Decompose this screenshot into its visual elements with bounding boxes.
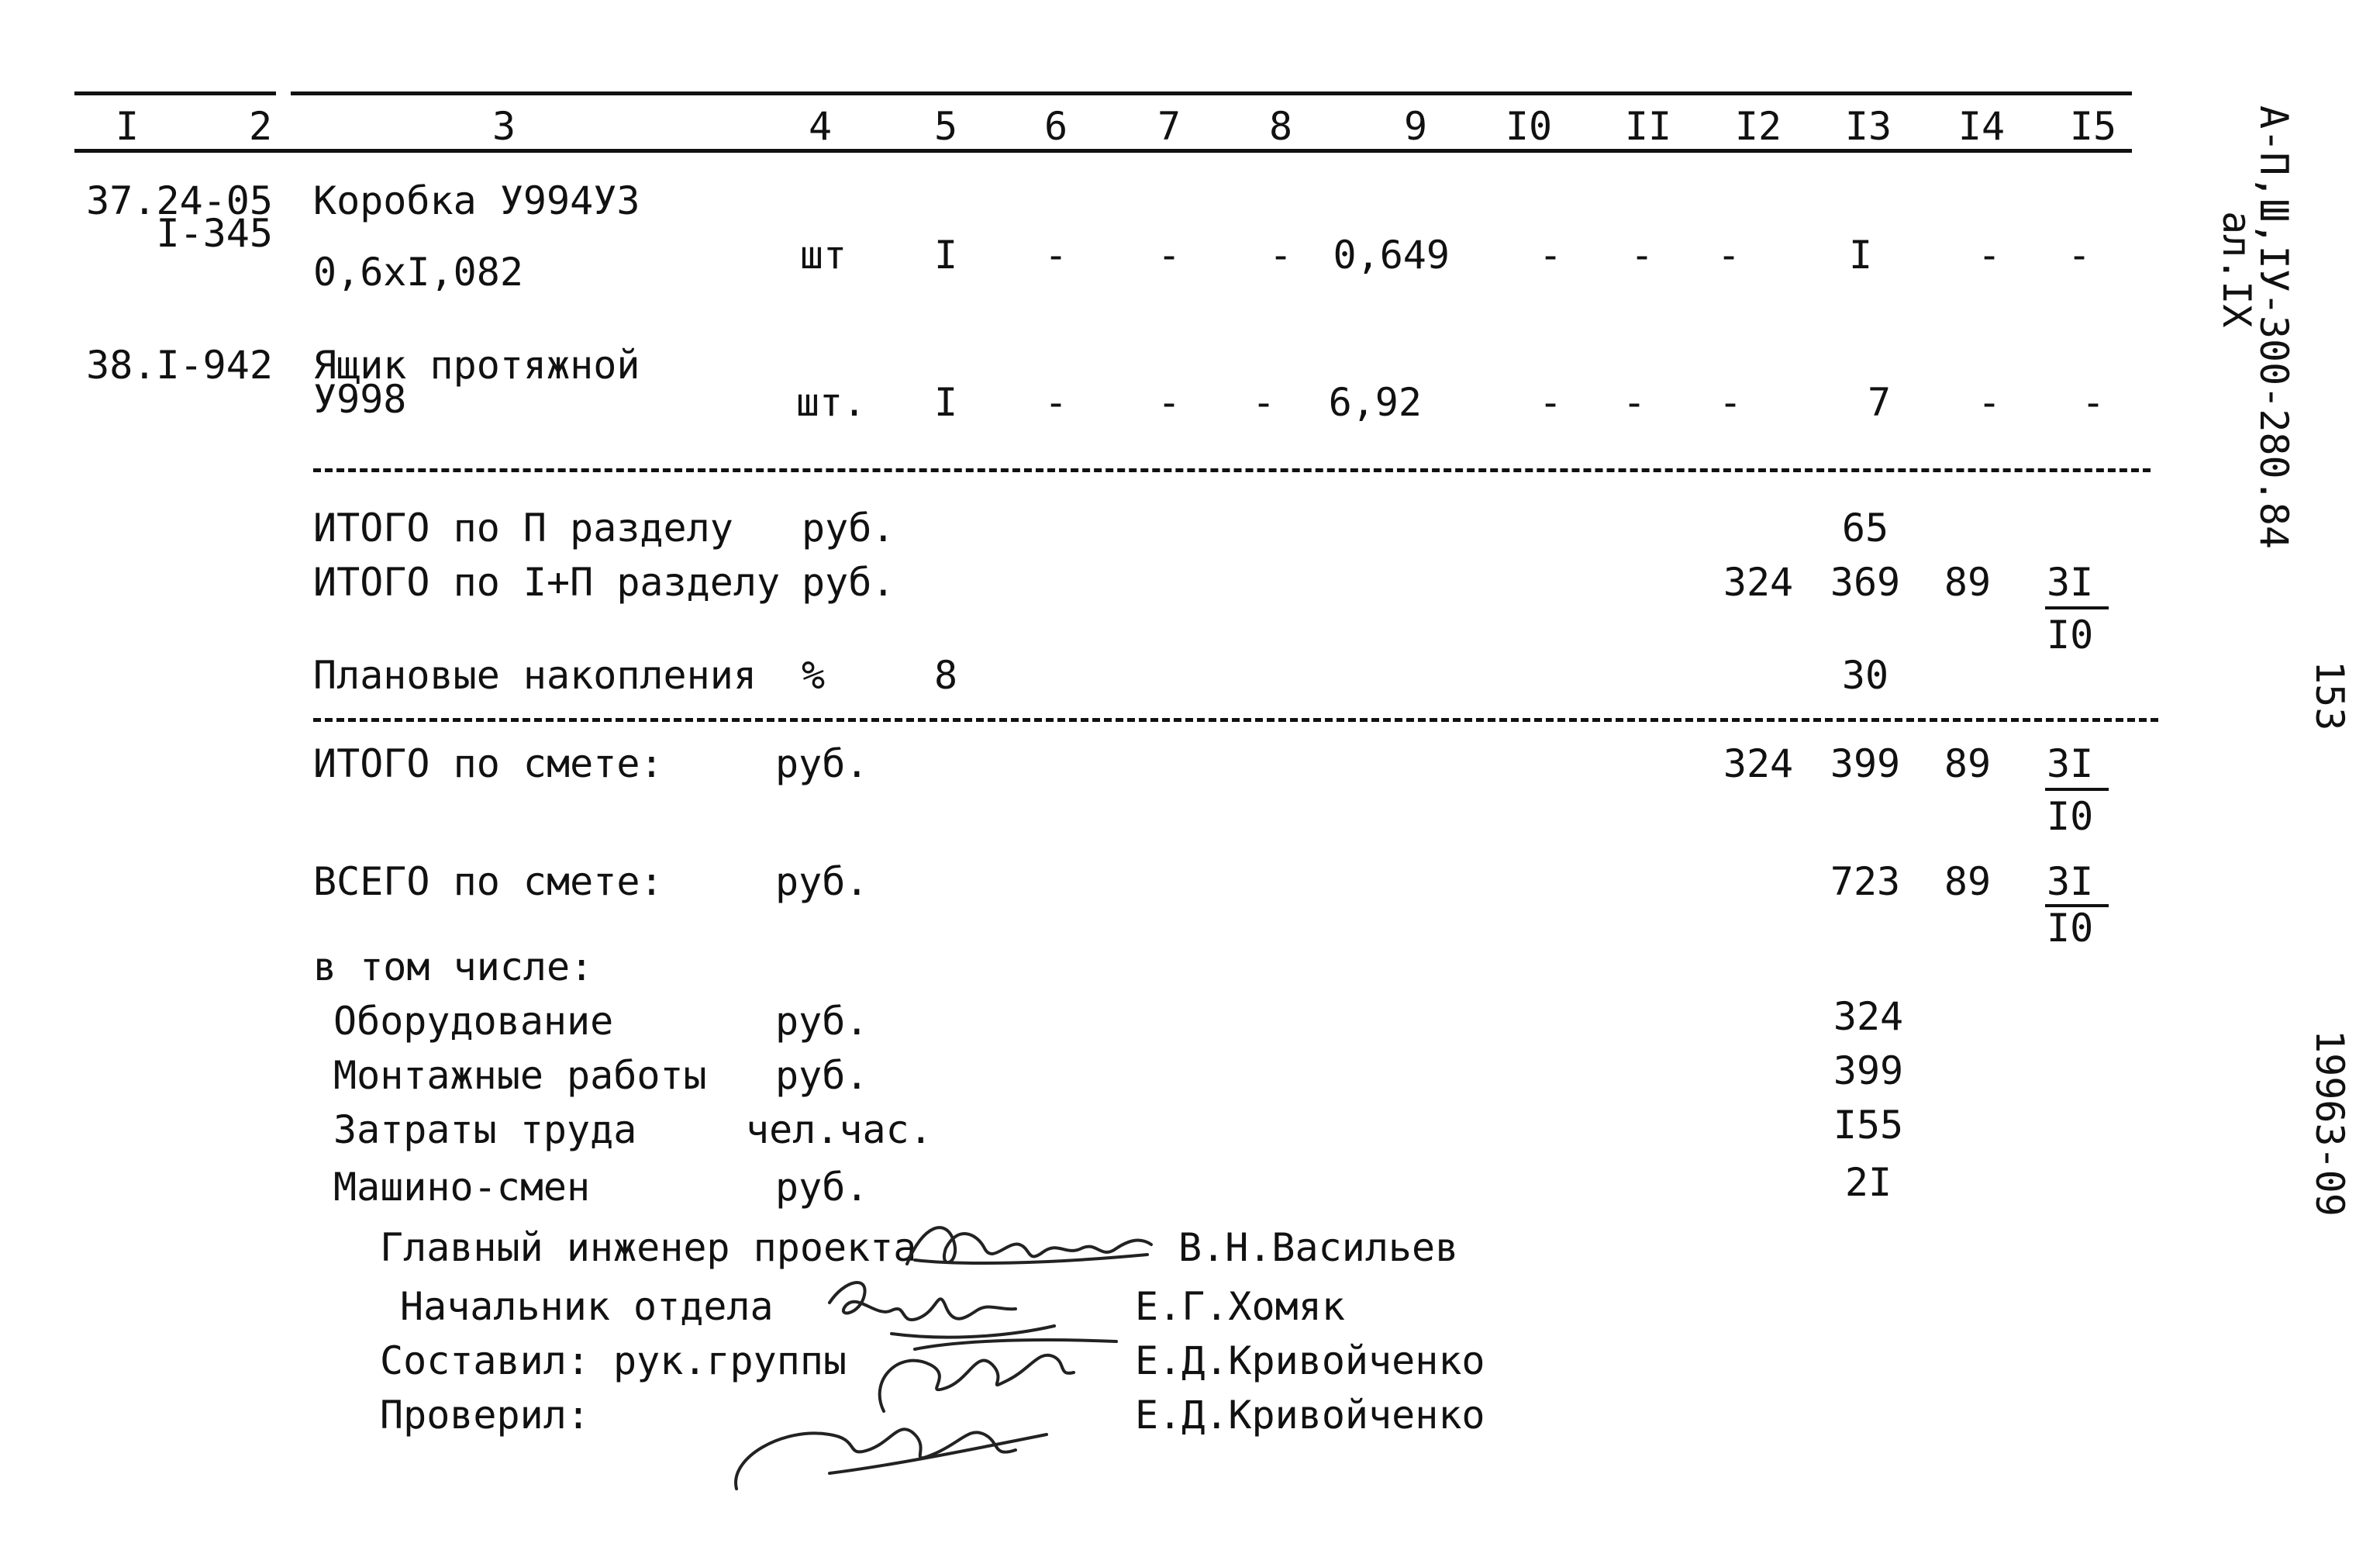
row-col-15: - [2067,233,2092,278]
row-code-secondary: I-345 [156,211,273,256]
row-qty: I [933,380,958,425]
row-col-12: - [1716,233,1741,278]
col-header-5: 5 [933,104,958,149]
breakdown-item-unit: руб. [775,999,869,1044]
signature-name: Е.Д.Кривойченко [1135,1393,1485,1438]
handwritten-signature-chief-engineer [892,1210,1202,1279]
inventory-number: 19963-09 [2307,1030,2352,1217]
breakdown-item-value: 2I [1844,1160,1892,1205]
row-col-8: - [1251,380,1276,425]
row-col-11: - [1630,233,1654,278]
row-col-8: - [1268,233,1293,278]
breakdown-item-unit: руб. [775,1165,869,1210]
row-col-6: - [1043,233,1068,278]
total-col-15-denominator: I0 [2047,613,2094,658]
breakdown-heading: в том числе: [313,944,594,989]
row-code: 38.I-942 [86,343,273,388]
breakdown-item-label: Оборудование [333,999,614,1044]
col-header-15: I5 [2069,104,2117,149]
row-col-13: 7 [1867,380,1892,425]
breakdown-item-value: 324 [1833,994,1904,1039]
total-col-13: 65 [1841,506,1889,551]
breakdown-item-unit: руб. [775,1053,869,1098]
col-header-13: I3 [1844,104,1892,149]
total-col-13: 399 [1830,741,1901,786]
row-col-11: - [1622,380,1647,425]
total-label: ИТОГО по смете: [313,741,664,786]
row-code: 37.24-05 [86,178,273,223]
col-header-14: I4 [1957,104,2006,149]
header-top-rule-right [291,91,2132,95]
total-label: ИТОГО по I+П разделу [313,560,781,605]
total-col-15-denominator: I0 [2047,794,2094,839]
total-col-14: 89 [1944,859,1992,904]
row-name-secondary: 0,6xI,082 [313,250,523,295]
row-col-7: - [1157,233,1181,278]
breakdown-item-label: Затраты труда [333,1107,637,1152]
signature-name: В.Н.Васильев [1178,1225,1459,1270]
fraction-bar [2045,606,2109,609]
total-unit: руб. [775,741,869,786]
total-col-15-numerator: 3I [2047,560,2094,605]
row-col-13: I [1848,233,1873,278]
total-label: ИТОГО по П разделу [313,506,733,551]
total-col-15-denominator: I0 [2047,906,2094,951]
document-album: ал.IХ [2214,211,2259,328]
col-header-11: II [1624,104,1672,149]
signature-role: Проверил: [380,1393,590,1438]
total-unit: руб. [802,560,895,605]
dashed-separator [313,718,2158,722]
col-header-6: 6 [1043,104,1068,149]
breakdown-item-unit: чел.час. [746,1107,933,1152]
breakdown-item-value: I55 [1833,1103,1904,1148]
row-col-15: - [2081,380,2106,425]
handwritten-signature-checker [721,1380,1078,1497]
col-header-8: 8 [1268,104,1293,149]
page-number: 153 [2307,661,2352,731]
total-col-12: 324 [1723,560,1794,605]
row-col-12: - [1718,380,1743,425]
header-top-rule-left [74,91,276,95]
breakdown-item-label: Машино-смен [333,1165,591,1210]
breakdown-item-value: 399 [1833,1048,1904,1093]
planned-label: Плановые накопления [313,653,757,698]
dashed-separator [313,468,2151,472]
row-col-6: - [1043,380,1068,425]
header-bottom-rule [74,149,2132,153]
col-header-12: I2 [1734,104,1782,149]
signature-role: Главный инженер проекта [380,1225,917,1270]
col-header-9: 9 [1403,104,1428,149]
total-col-13: 369 [1830,560,1901,605]
document-code: А-П,Ш,IУ-300-280.84 [2251,105,2296,549]
row-col-10: - [1538,233,1563,278]
col-header-3: 3 [492,104,516,149]
planned-col-5: 8 [933,653,958,698]
row-name-secondary: У998 [313,377,407,422]
col-header-1: I [115,104,140,149]
total-col-13: 723 [1830,859,1901,904]
row-name: Коробка У994У3 [313,178,640,223]
row-name: Ящик протяжной [313,343,640,388]
total-label: ВСЕГО по смете: [313,859,664,904]
row-col-10: - [1538,380,1563,425]
fraction-bar [2045,788,2109,791]
total-col-12: 324 [1723,741,1794,786]
row-qty: I [933,233,958,278]
row-unit: шт. [795,380,867,425]
row-col-9: 0,649 [1333,233,1450,278]
signature-name: Е.Д.Кривойченко [1135,1338,1485,1383]
col-header-4: 4 [808,104,833,149]
col-header-2: 2 [248,104,273,149]
signature-name: Е.Г.Хомяк [1135,1284,1345,1329]
col-header-10: I0 [1505,104,1553,149]
planned-col-13: 30 [1841,653,1889,698]
total-col-15-numerator: 3I [2047,859,2094,904]
total-unit: руб. [802,506,895,551]
signature-role: Составил: рук.группы [380,1338,847,1383]
total-unit: руб. [775,859,869,904]
row-col-9: 6,92 [1328,380,1422,425]
col-header-7: 7 [1157,104,1181,149]
total-col-15-numerator: 3I [2047,741,2094,786]
row-col-14: - [1977,233,2002,278]
total-col-14: 89 [1944,560,1992,605]
row-col-7: - [1157,380,1181,425]
row-col-14: - [1977,380,2002,425]
planned-unit: % [802,653,826,698]
row-unit: шт [799,233,847,278]
breakdown-item-label: Монтажные работы [333,1053,707,1098]
signature-role: Начальник отдела [400,1284,774,1329]
total-col-14: 89 [1944,741,1992,786]
